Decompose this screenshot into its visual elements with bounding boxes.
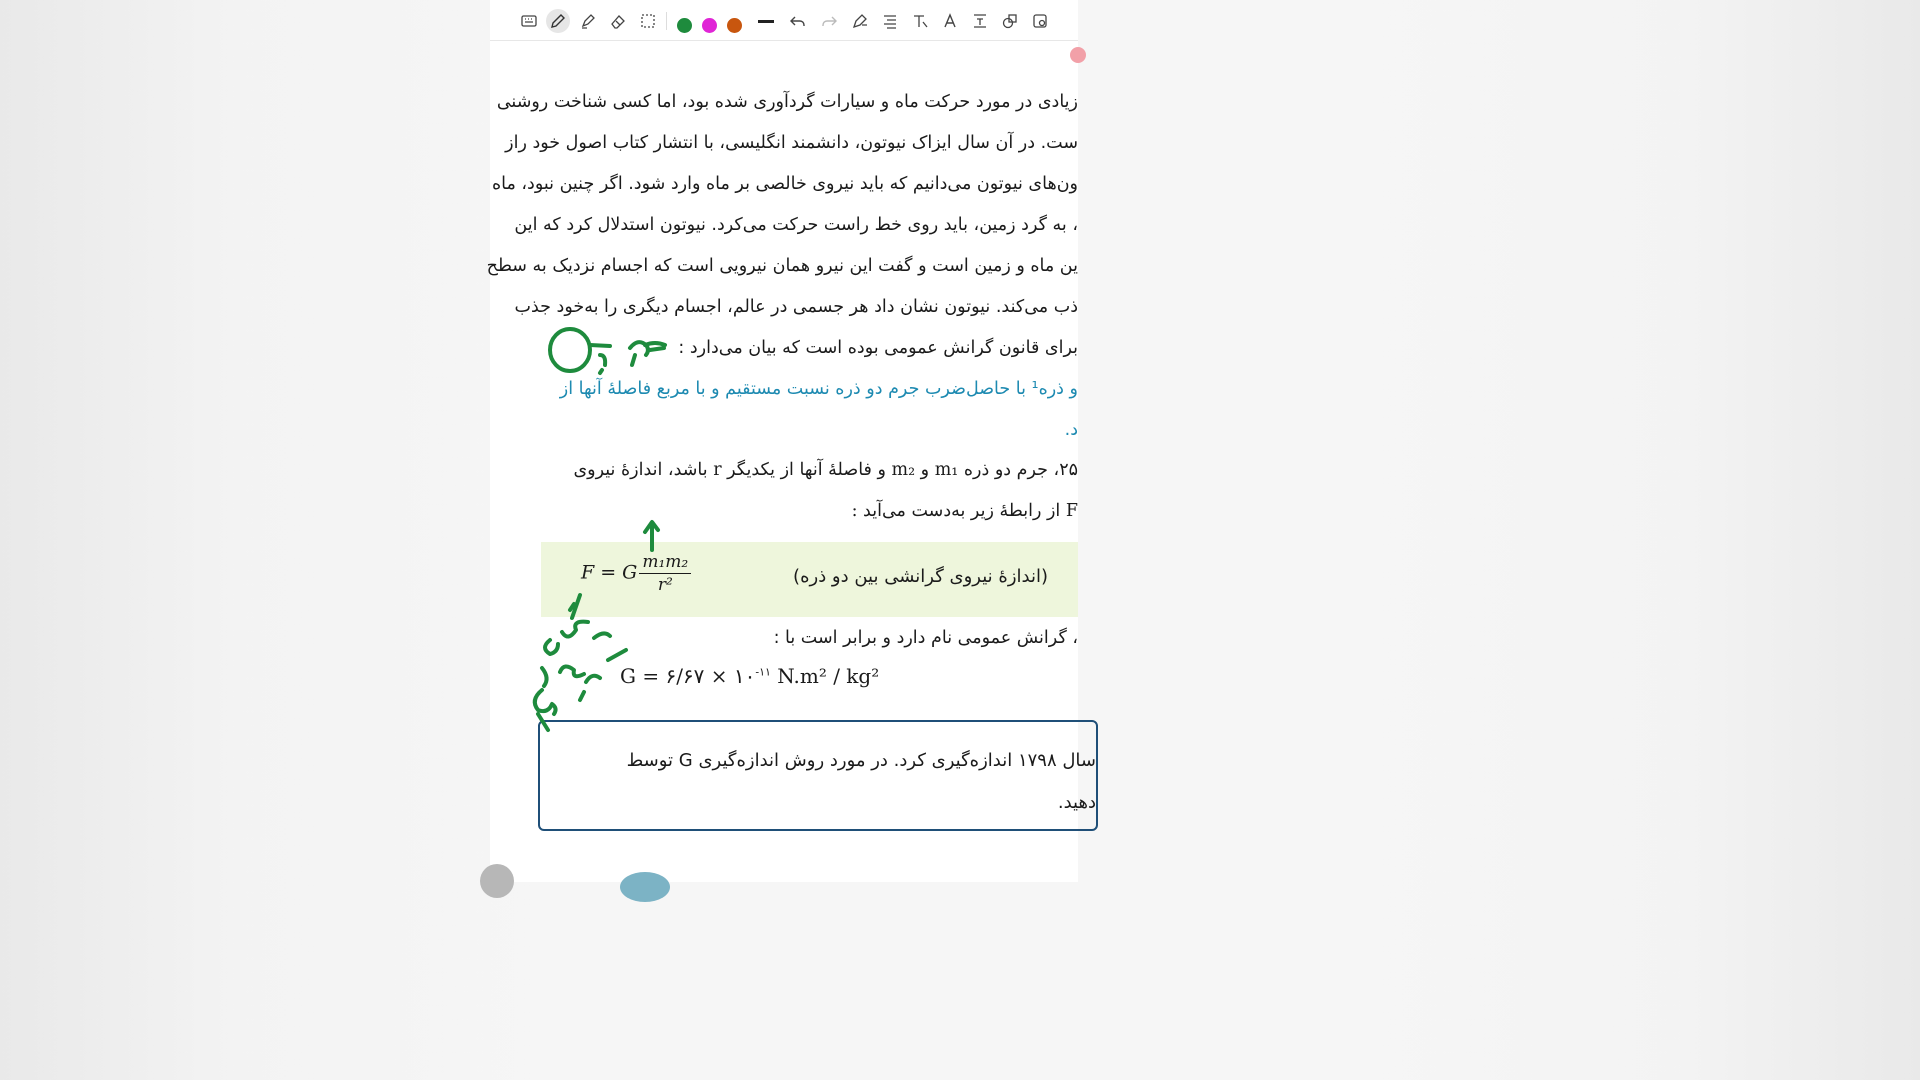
constant-exponent: -۱۱ bbox=[755, 665, 771, 679]
formula-label: (اندازهٔ نیروی گرانشی بین دو ذره) bbox=[793, 566, 1048, 587]
toolbar-divider bbox=[666, 12, 667, 30]
next-page-image bbox=[620, 872, 670, 902]
shapes-icon[interactable] bbox=[1001, 12, 1019, 30]
lock-icon[interactable] bbox=[1031, 12, 1049, 30]
lasso-select-icon[interactable] bbox=[639, 12, 657, 30]
question-line: سال ۱۷۹۸ اندازه‌گیری کرد. در مورد روش اندازه‌گیری G توسط bbox=[626, 750, 1096, 771]
color-magenta-swatch[interactable] bbox=[702, 18, 717, 33]
pen-icon[interactable] bbox=[546, 9, 570, 33]
gravitational-constant bbox=[620, 664, 879, 688]
formula-denominator: r² bbox=[657, 575, 673, 595]
highlighter-icon[interactable] bbox=[579, 12, 597, 30]
question-line: دهید. bbox=[1057, 792, 1096, 813]
question-box bbox=[538, 720, 1098, 831]
document-page bbox=[486, 0, 1096, 882]
paragraph-line: ذب می‌کند. نیوتون نشان داد هر جسمی در عالم، اجسام دیگری را به‌خود جذب bbox=[514, 297, 1078, 317]
shape-icon[interactable] bbox=[851, 12, 869, 30]
color-green-swatch[interactable] bbox=[677, 18, 692, 33]
law-statement-line: و ذره¹ با حاصل‌ضرب جرم دو ذره نسبت مستقیم و با مربع فاصلهٔ آنها از bbox=[559, 379, 1078, 399]
color-orange-swatch[interactable] bbox=[727, 18, 742, 33]
paragraph-line: ، به گرد زمین، باید روی خط راست حرکت می‌کرد. نیوتون استدلال کرد که این bbox=[514, 215, 1078, 235]
keyboard-icon[interactable] bbox=[520, 12, 538, 30]
formula-lhs: F = G bbox=[581, 561, 638, 584]
formula-numerator: m₁m₂ bbox=[639, 552, 691, 574]
annotation-toolbar bbox=[490, 0, 1078, 41]
formula-box bbox=[541, 542, 1078, 617]
relation-line: F از رابطهٔ زیر به‌دست می‌آید : bbox=[851, 501, 1078, 521]
font-icon[interactable] bbox=[941, 12, 959, 30]
eraser-icon[interactable] bbox=[609, 12, 627, 30]
gravitation-formula bbox=[581, 552, 691, 595]
text-box-icon[interactable] bbox=[971, 12, 989, 30]
paragraph-line: ون‌های نیوتون می‌دانیم که باید نیروی خالصی بر ماه وارد شود. اگر چنین نبود، ماه bbox=[491, 174, 1078, 194]
text-align-icon[interactable] bbox=[881, 12, 899, 30]
formula-fraction bbox=[639, 552, 691, 595]
paragraph-line: برای قانون گرانش عمومی بوده است که بیان می‌دارد : bbox=[678, 338, 1078, 358]
undo-icon[interactable] bbox=[789, 12, 807, 30]
constant-units: N.m² / kg² bbox=[770, 664, 880, 688]
page-expand-button[interactable] bbox=[480, 864, 514, 898]
constant-intro-line: ، گرانش عمومی نام دارد و برابر است با : bbox=[773, 628, 1078, 648]
ink-handwriting bbox=[542, 666, 600, 700]
redo-icon[interactable] bbox=[820, 12, 838, 30]
law-statement-line: د. bbox=[1064, 420, 1078, 440]
variables-line: ۲۵، جرم دو ذره m₁ و m₂ و فاصلهٔ آنها از یکدیگر r باشد، اندازهٔ نیروی bbox=[573, 460, 1078, 480]
paragraph-line: ین ماه و زمین است و گفت این نیرو همان نیرویی است که اجسام نزدیک به سطح bbox=[486, 256, 1078, 276]
paragraph-line: زیادی در مورد حرکت ماه و سیارات گردآوری شده بود، اما کسی شناخت روشنی bbox=[496, 92, 1078, 112]
text-tool-icon[interactable] bbox=[911, 12, 929, 30]
paragraph-line: ست. در آن سال ایزاک نیوتون، دانشمند انگلیسی، با انتشار کتاب اصول خود راز bbox=[505, 133, 1078, 153]
recording-indicator bbox=[1070, 47, 1086, 63]
constant-expr: G = ۶/۶۷ × ۱۰ bbox=[620, 664, 756, 688]
stroke-width-icon[interactable] bbox=[757, 12, 775, 30]
